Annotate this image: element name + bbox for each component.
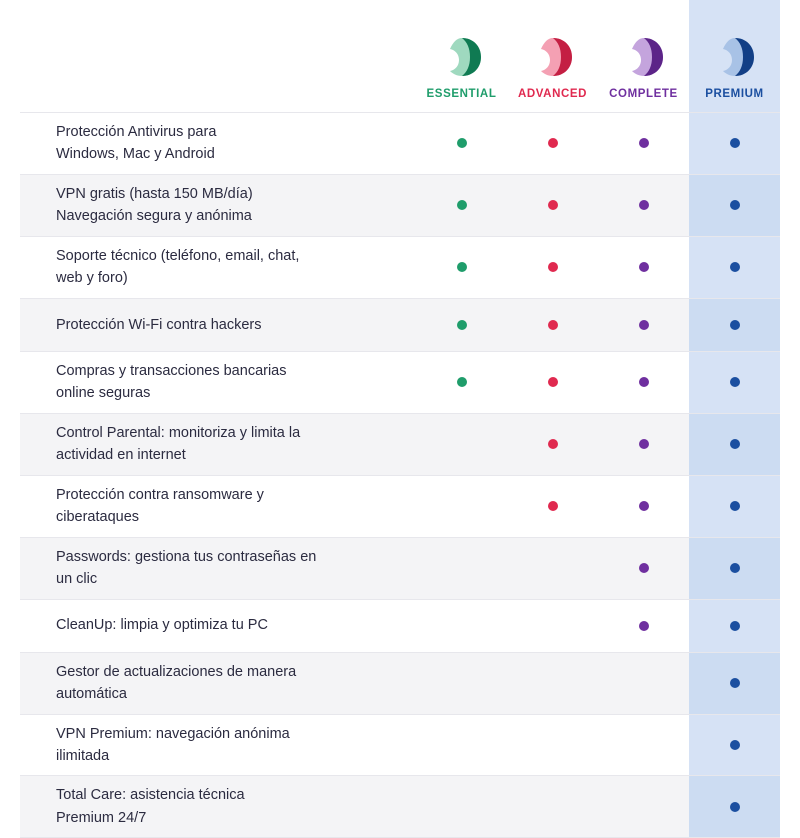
included-dot-icon [730,802,740,812]
table-row [20,714,780,776]
availability-indicator [507,476,598,537]
availability-cell-complete [598,113,689,175]
not-included-placeholder [457,439,467,449]
feature-cell [20,113,416,175]
not-included-placeholder [457,501,467,511]
availability-cell-complete [598,599,689,652]
availability-cell-complete [598,714,689,776]
feature-label: Gestor de actualizaciones de manera automática [56,663,297,703]
feature-cell [20,174,416,236]
feature-cell [20,351,416,413]
feature-cell [20,475,416,537]
availability-indicator [689,299,780,351]
availability-cell-premium [689,351,780,413]
included-dot-icon [730,501,740,511]
availability-indicator [507,237,598,298]
availability-indicator [416,352,507,413]
brand-logo-icon [532,36,574,78]
table-row [20,776,780,838]
availability-cell-essential [416,236,507,298]
availability-indicator [598,715,689,776]
table-row [20,351,780,413]
feature-label: Protección Wi-Fi contra hackers [56,316,262,333]
feature-label: VPN Premium: navegación anónima ilimitada [56,725,290,764]
feature-cell [20,236,416,298]
included-dot-icon [639,563,649,573]
included-dot-icon [730,439,740,449]
availability-cell-essential [416,652,507,714]
included-dot-icon [457,138,467,148]
table-row [20,537,780,599]
plan-label-essential: ESSENTIAL [426,88,497,100]
not-included-placeholder [548,563,558,573]
availability-indicator [416,776,507,837]
availability-indicator [689,715,780,776]
included-dot-icon [548,138,558,148]
availability-indicator [689,113,780,174]
not-included-placeholder [548,678,558,688]
availability-cell-complete [598,236,689,298]
availability-cell-premium [689,475,780,537]
availability-cell-advanced [507,113,598,175]
availability-cell-essential [416,599,507,652]
table-row [20,236,780,298]
availability-cell-premium [689,174,780,236]
availability-indicator [598,600,689,652]
brand-logo-icon [441,36,483,78]
feature-label: Soporte técnico (teléfono, email, chat, web y foro) [56,247,300,287]
availability-cell-premium [689,298,780,351]
availability-cell-premium [689,113,780,175]
table-row [20,652,780,714]
availability-indicator [416,715,507,776]
availability-cell-premium [689,714,780,776]
availability-indicator [598,352,689,413]
feature-label: Protección Antivirus para Windows, Mac y Android [56,124,217,163]
included-dot-icon [457,200,467,210]
availability-cell-advanced [507,475,598,537]
included-dot-icon [639,621,649,631]
availability-indicator [689,352,780,413]
availability-cell-essential [416,174,507,236]
feature-label: Control Parental: monitoriza y limita la actividad en internet [56,424,301,464]
table-row [20,174,780,236]
included-dot-icon [639,501,649,511]
availability-indicator [689,600,780,652]
availability-cell-premium [689,236,780,298]
not-included-placeholder [457,740,467,750]
included-dot-icon [639,138,649,148]
not-included-placeholder [457,678,467,688]
feature-label: CleanUp: limpia y optimiza tu PC [56,617,268,634]
availability-cell-premium [689,652,780,714]
availability-indicator [416,538,507,599]
availability-cell-advanced [507,174,598,236]
availability-indicator [416,414,507,475]
included-dot-icon [548,320,558,330]
availability-cell-complete [598,298,689,351]
availability-indicator [689,237,780,298]
availability-cell-complete [598,776,689,838]
included-dot-icon [548,501,558,511]
availability-cell-advanced [507,537,598,599]
feature-label: Passwords: gestiona tus contraseñas en un clic [56,548,317,588]
availability-cell-essential [416,776,507,838]
plan-label-premium: PREMIUM [705,88,764,100]
availability-cell-advanced [507,776,598,838]
availability-indicator [507,715,598,776]
availability-cell-advanced [507,298,598,351]
availability-indicator [507,113,598,174]
availability-indicator [598,476,689,537]
included-dot-icon [639,320,649,330]
included-dot-icon [639,262,649,272]
not-included-placeholder [548,621,558,631]
plan-header-complete [598,0,689,113]
availability-cell-complete [598,475,689,537]
plan-header-premium [689,0,780,113]
plan-header-essential [416,0,507,113]
availability-cell-complete [598,351,689,413]
availability-cell-complete [598,537,689,599]
availability-indicator [598,175,689,236]
availability-cell-advanced [507,714,598,776]
included-dot-icon [639,439,649,449]
included-dot-icon [730,740,740,750]
plan-header-advanced [507,0,598,113]
availability-indicator [689,538,780,599]
availability-indicator [598,299,689,351]
availability-indicator [598,653,689,714]
availability-cell-essential [416,413,507,475]
feature-label: VPN gratis (hasta 150 MB/día) Navegación segura y anónima [56,185,253,225]
not-included-placeholder [639,678,649,688]
included-dot-icon [639,200,649,210]
availability-indicator [507,600,598,652]
availability-indicator [689,776,780,837]
availability-indicator [598,113,689,174]
feature-column-header [20,0,416,113]
availability-indicator [416,600,507,652]
availability-cell-premium [689,599,780,652]
feature-cell [20,298,416,351]
availability-cell-premium [689,537,780,599]
feature-label: Protección contra ransomware y ciberataques [56,486,264,526]
included-dot-icon [730,678,740,688]
availability-indicator [689,476,780,537]
brand-logo-icon [714,36,756,78]
availability-indicator [416,476,507,537]
availability-cell-advanced [507,236,598,298]
table-row [20,113,780,175]
availability-indicator [689,414,780,475]
table-row [20,413,780,475]
availability-indicator [507,352,598,413]
availability-indicator [598,414,689,475]
not-included-placeholder [457,802,467,812]
not-included-placeholder [639,802,649,812]
included-dot-icon [639,377,649,387]
availability-cell-essential [416,537,507,599]
feature-cell [20,413,416,475]
feature-cell [20,652,416,714]
included-dot-icon [548,200,558,210]
table-row [20,599,780,652]
availability-cell-advanced [507,413,598,475]
not-included-placeholder [548,740,558,750]
included-dot-icon [548,377,558,387]
availability-indicator [507,538,598,599]
included-dot-icon [730,377,740,387]
plan-label-advanced: ADVANCED [517,88,588,100]
plan-label-complete: COMPLETE [609,88,678,100]
included-dot-icon [730,200,740,210]
availability-indicator [507,175,598,236]
included-dot-icon [730,262,740,272]
availability-indicator [507,414,598,475]
availability-indicator [416,113,507,174]
availability-indicator [507,653,598,714]
included-dot-icon [730,320,740,330]
availability-cell-complete [598,174,689,236]
availability-cell-essential [416,298,507,351]
availability-cell-advanced [507,599,598,652]
availability-indicator [507,299,598,351]
included-dot-icon [730,621,740,631]
feature-cell [20,599,416,652]
table-header [20,0,780,113]
feature-cell [20,714,416,776]
comparison-grid [20,0,780,838]
included-dot-icon [457,262,467,272]
availability-cell-premium [689,413,780,475]
included-dot-icon [457,320,467,330]
included-dot-icon [548,439,558,449]
availability-indicator [689,653,780,714]
availability-cell-complete [598,413,689,475]
availability-cell-essential [416,351,507,413]
availability-cell-premium [689,776,780,838]
included-dot-icon [548,262,558,272]
availability-cell-essential [416,113,507,175]
not-included-placeholder [457,563,467,573]
table-row [20,475,780,537]
brand-logo-icon [623,36,665,78]
not-included-placeholder [457,621,467,631]
included-dot-icon [730,563,740,573]
availability-cell-advanced [507,351,598,413]
included-dot-icon [730,138,740,148]
availability-indicator [598,776,689,837]
feature-label: Total Care: asistencia técnica Premium 24/7 [56,787,245,826]
availability-indicator [507,776,598,837]
not-included-placeholder [548,802,558,812]
feature-cell [20,537,416,599]
availability-indicator [416,237,507,298]
availability-cell-essential [416,475,507,537]
feature-cell [20,776,416,838]
availability-indicator [598,538,689,599]
table-row [20,298,780,351]
availability-indicator [598,237,689,298]
availability-indicator [416,653,507,714]
feature-label: Compras y transacciones bancarias online seguras [56,362,287,402]
availability-indicator [689,175,780,236]
not-included-placeholder [639,740,649,750]
availability-indicator [416,175,507,236]
availability-indicator [416,299,507,351]
availability-cell-advanced [507,652,598,714]
availability-cell-essential [416,714,507,776]
availability-cell-complete [598,652,689,714]
table-body [20,113,780,838]
included-dot-icon [457,377,467,387]
